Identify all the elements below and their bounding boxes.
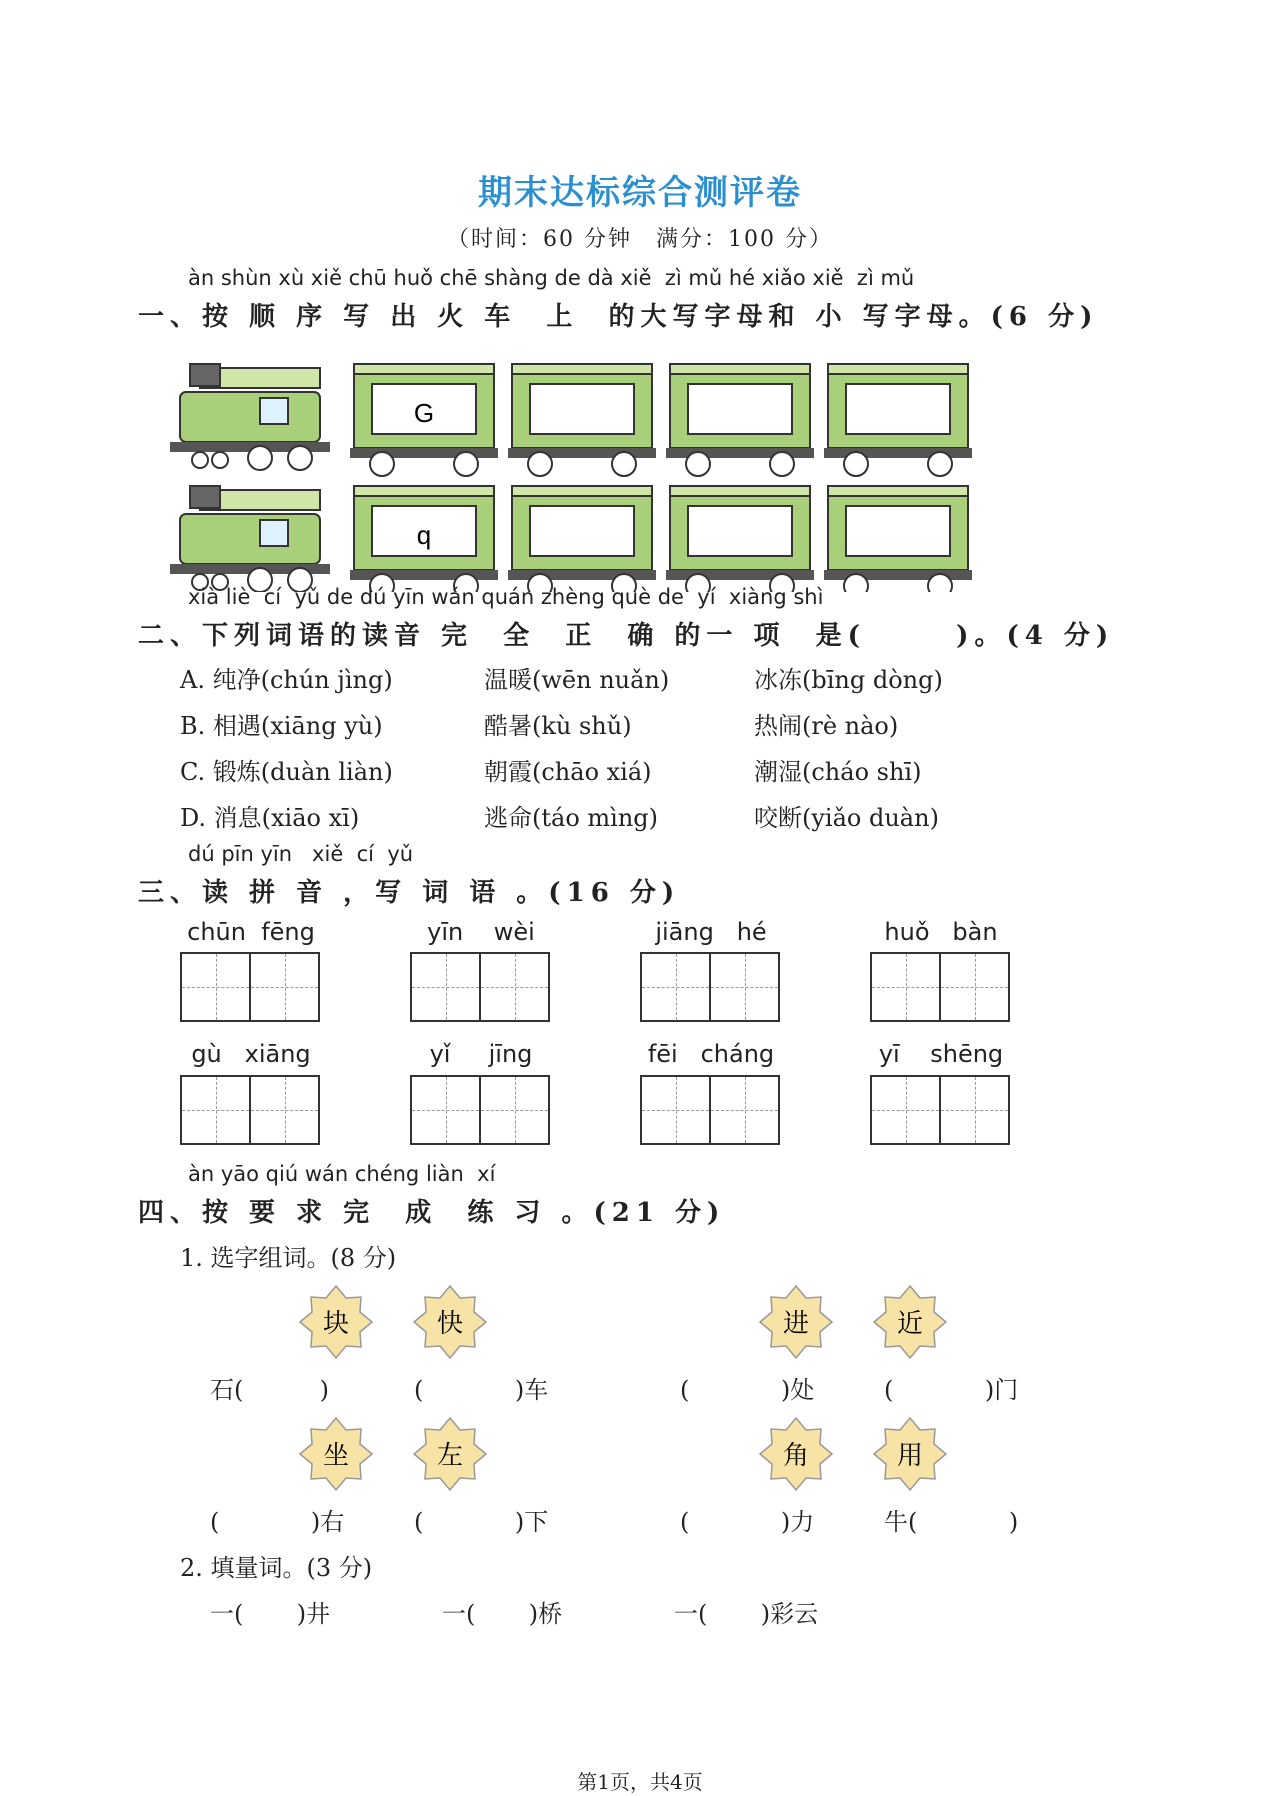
q2-option-a3: 冰冻(bīng dòng) [754, 666, 943, 694]
q2-option-d1: D. 消息(xiāo xī) [180, 804, 360, 832]
train-row-2 [170, 486, 972, 592]
q2-option-c2: 朝霞(chāo xiá) [484, 758, 652, 786]
char-badge-4 [874, 1286, 946, 1358]
char-badge-8 [874, 1418, 946, 1490]
q1-pinyin: àn shùn xù xiě chū huǒ chē shàng de dà xiě zì mǔ hé xiǎo xiě zì mǔ [188, 266, 915, 290]
q4-blank-8[interactable]: 牛( ) [884, 1508, 1019, 1536]
q4-blank-7[interactable]: ( )力 [680, 1508, 815, 1536]
char-badge-5-text: 坐 [322, 1441, 350, 1471]
q3-answer-box-1[interactable] [180, 952, 320, 1022]
char-badge-3 [760, 1286, 832, 1358]
q4-blank-4[interactable]: ( )门 [884, 1376, 1019, 1404]
q3-answer-box-6[interactable] [410, 1075, 550, 1145]
char-badge-3-text: 进 [782, 1309, 810, 1339]
q2-option-a2: 温暖(wēn nuǎn) [484, 666, 670, 694]
q4-sub1: 1. 选字组词。(8 分) [180, 1244, 397, 1272]
q3-word-1-pinyin: chūn fēng [187, 918, 315, 946]
q2-option-c1: C. 锻炼(duàn liàn) [180, 758, 393, 786]
exam-info: （时间：60 分钟 满分：100 分） [447, 227, 833, 252]
q4-sub2: 2. 填量词。(3 分) [180, 1554, 373, 1582]
q3-answer-box-5[interactable] [180, 1075, 320, 1145]
q3-word-5-pinyin: gù xiāng [191, 1040, 311, 1068]
q2-option-d2: 逃命(táo mìng) [484, 804, 659, 832]
char-badge-4-text: 近 [896, 1309, 924, 1339]
char-badge-6-text: 左 [436, 1441, 464, 1471]
q3-answer-box-4[interactable] [870, 952, 1010, 1022]
q4-measure-1[interactable]: 一( )井 [210, 1600, 331, 1628]
q3-word-8-pinyin: yī shēng [878, 1040, 1004, 1068]
q3-word-3-pinyin: jiāng hé [655, 918, 767, 946]
char-badge-6 [414, 1418, 486, 1490]
q2-option-b2: 酷暑(kù shǔ) [484, 712, 632, 740]
char-badge-1 [300, 1286, 372, 1358]
q4-measure-2[interactable]: 一( )桥 [442, 1600, 563, 1628]
q3-answer-box-2[interactable] [410, 952, 550, 1022]
page-title: 期末达标综合测评卷 [478, 173, 802, 213]
train-row-1 [170, 364, 972, 476]
q4-pinyin: àn yāo qiú wán chéng liàn xí [188, 1162, 496, 1186]
q3-answer-box-7[interactable] [640, 1075, 780, 1145]
char-badge-2-text: 快 [436, 1309, 464, 1339]
char-badge-2 [414, 1286, 486, 1358]
train1-letter: G [413, 398, 435, 428]
q3-word-4-pinyin: huǒ bàn [884, 918, 998, 946]
char-badge-1-text: 块 [322, 1309, 350, 1339]
page-footer: 第1页，共4页 [577, 1770, 703, 1794]
q4-heading: 四、按 要 求 完 成 练 习 。(21 分) [138, 1198, 726, 1228]
char-choice-badges [0, 1280, 1280, 1520]
q2-option-d3: 咬断(yiǎo duàn) [754, 804, 939, 832]
q3-answer-box-3[interactable] [640, 952, 780, 1022]
q4-blank-1[interactable]: 石( ) [210, 1376, 330, 1404]
q2-pinyin: xià liè cí yǔ de dú yīn wán quán zhèng què de yí xiàng shì [188, 585, 824, 609]
train-illustration [170, 352, 990, 592]
q3-pinyin: dú pīn yīn xiě cí yǔ [188, 842, 414, 866]
q2-option-b3: 热闹(rè nào) [754, 712, 899, 740]
q3-heading: 三、读 拼 音 ，写 词 语 。(16 分) [138, 878, 681, 908]
char-badge-7 [760, 1418, 832, 1490]
q4-blank-6[interactable]: ( )下 [414, 1508, 549, 1536]
q3-word-7-pinyin: fēi cháng [647, 1040, 775, 1068]
q1-heading: 一、按 顺 序 写 出 火 车 上 的大写字母和 小 写字母。(6 分) [138, 302, 1099, 332]
char-badge-8-text: 用 [896, 1441, 924, 1471]
q3-answer-box-8[interactable] [870, 1075, 1010, 1145]
q4-blank-5[interactable]: ( )右 [210, 1508, 345, 1536]
train2-letter: q [416, 520, 432, 550]
q4-measure-3[interactable]: 一( )彩云 [674, 1600, 819, 1628]
q2-option-a1: A. 纯净(chún jìng) [180, 666, 393, 694]
q2-option-b1: B. 相遇(xiāng yù) [180, 712, 383, 740]
q2-heading: 二、下列词语的读音 完 全 正 确 的一 项 是( )。(4 分) [138, 621, 1115, 651]
q4-blank-3[interactable]: ( )处 [680, 1376, 815, 1404]
q2-option-c3: 潮湿(cháo shī) [754, 758, 922, 786]
char-badge-5 [300, 1418, 372, 1490]
q4-blank-2[interactable]: ( )车 [414, 1376, 549, 1404]
q3-word-2-pinyin: yīn wèi [427, 918, 535, 946]
q3-word-6-pinyin: yǐ jīng [429, 1040, 533, 1068]
char-badge-7-text: 角 [782, 1441, 810, 1471]
